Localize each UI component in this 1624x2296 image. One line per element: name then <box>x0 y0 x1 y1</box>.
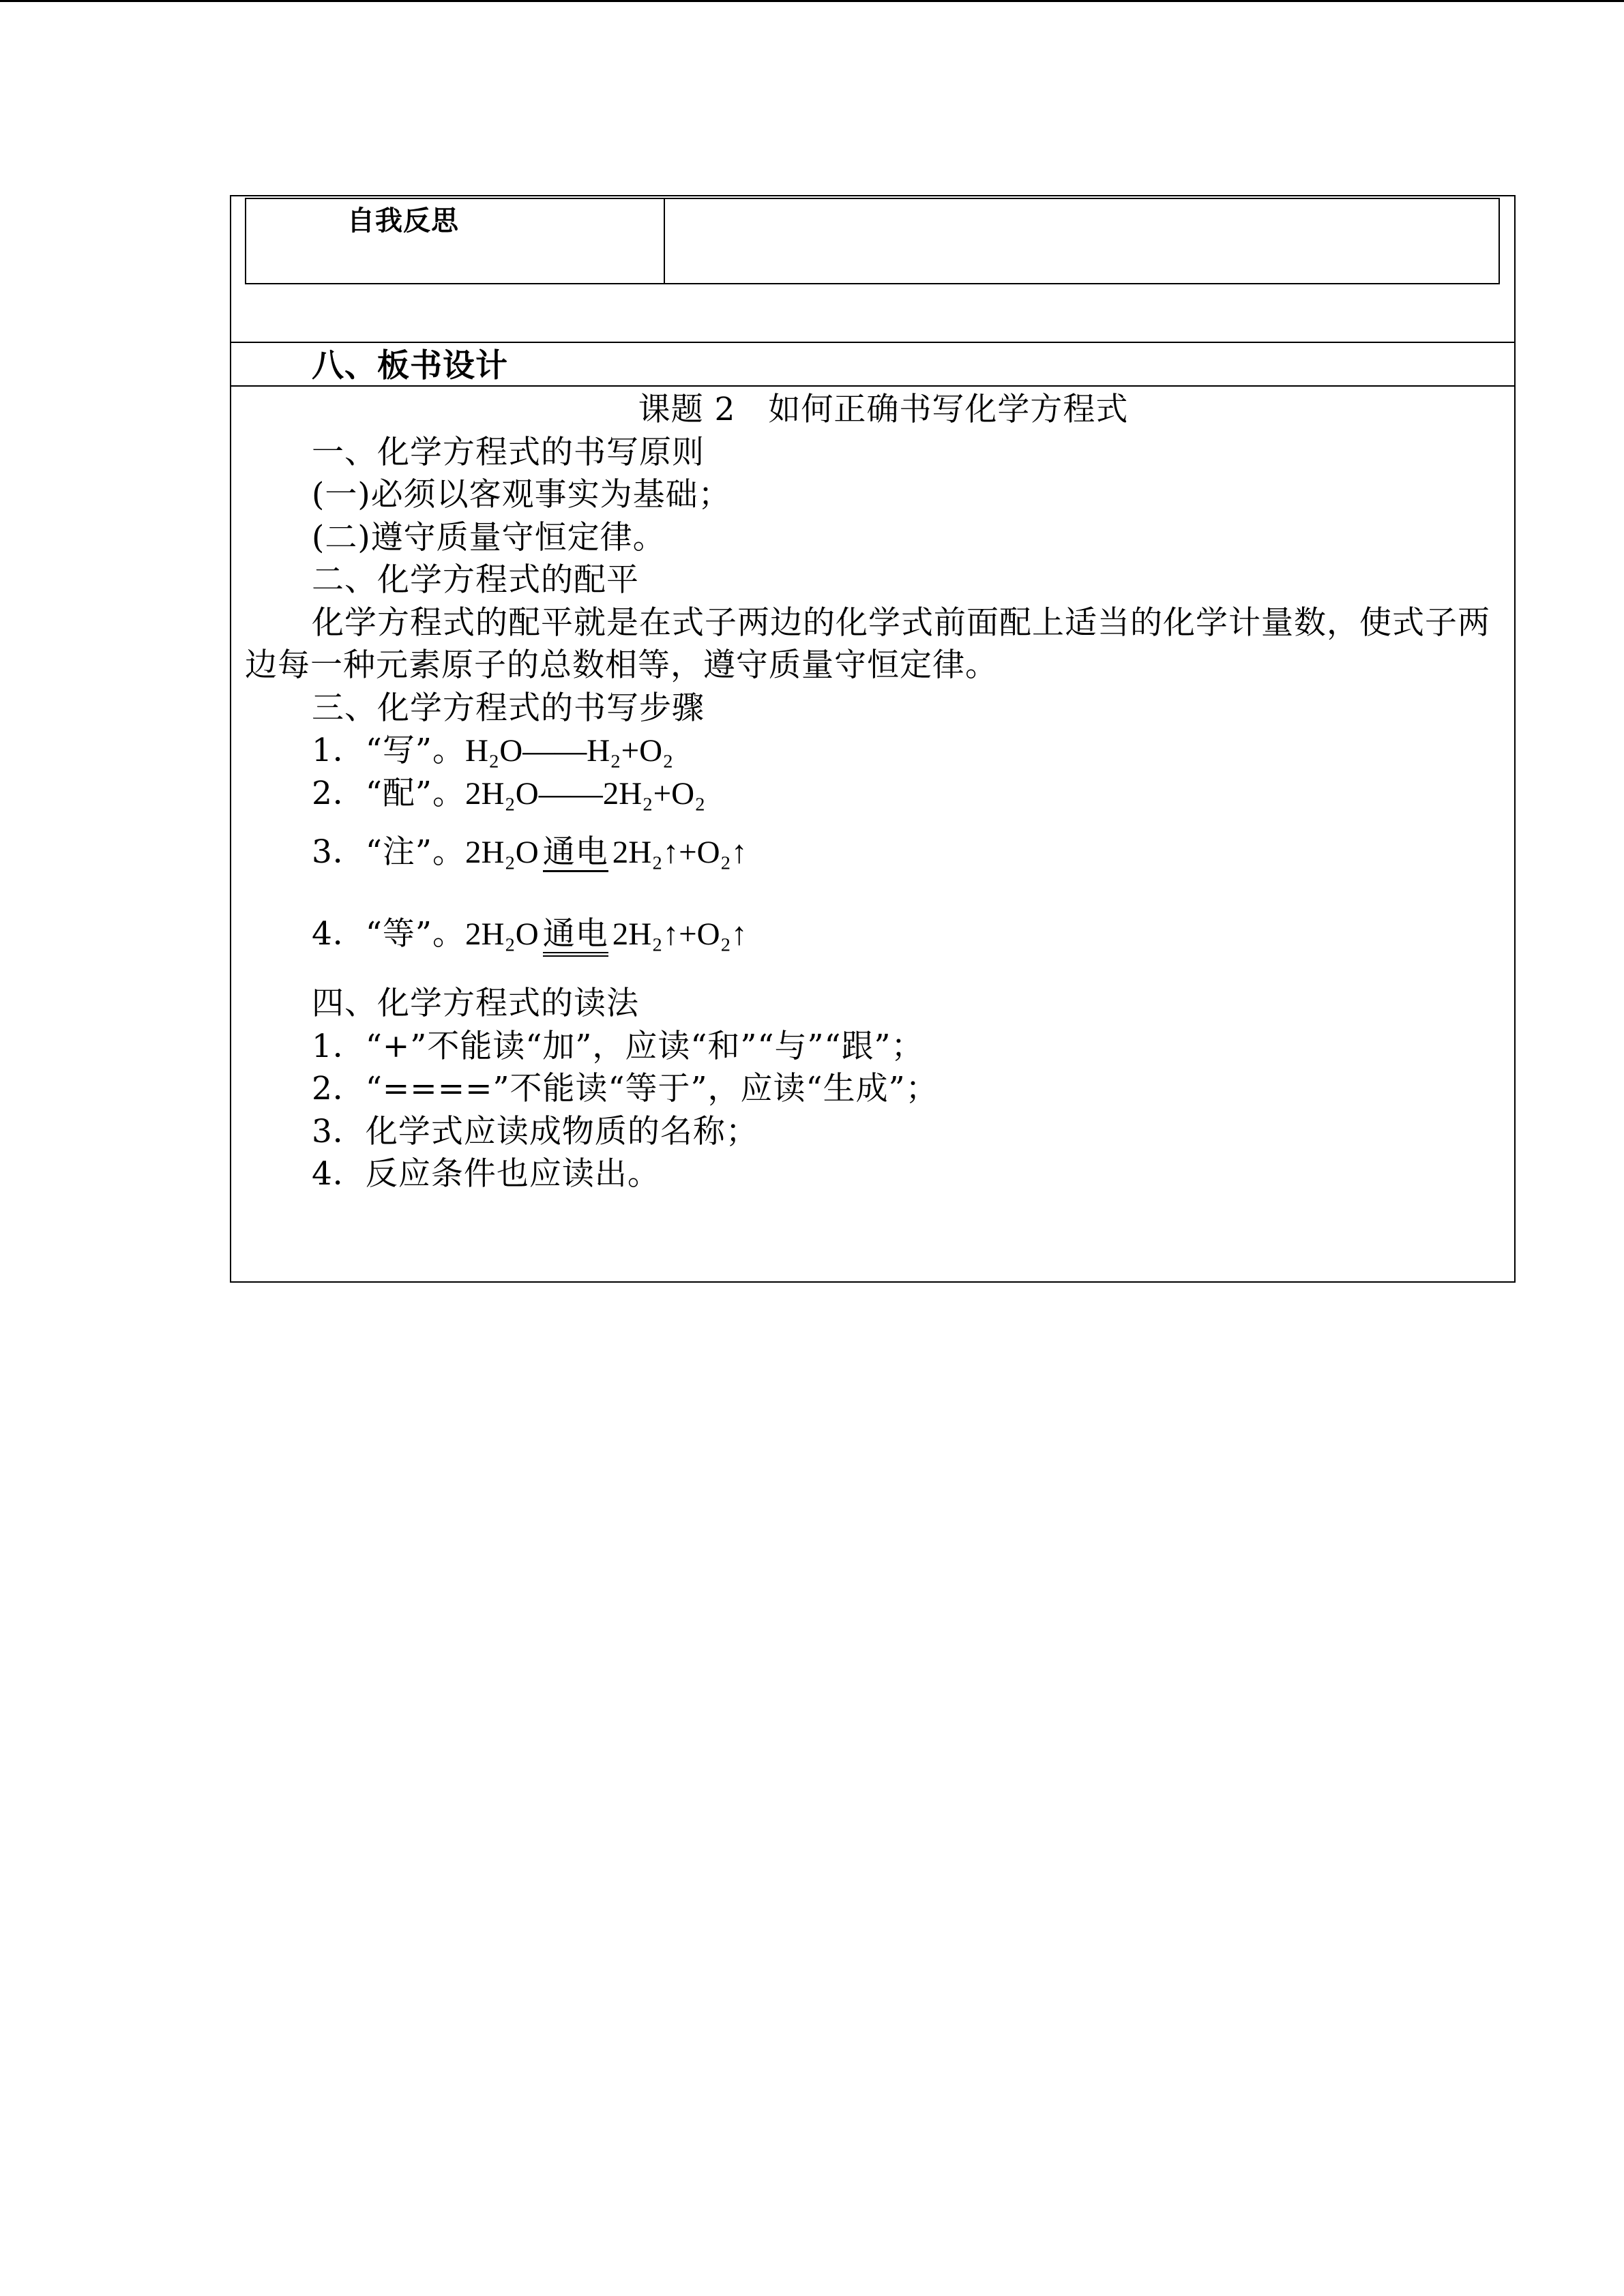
reaction-condition: 通电 <box>543 918 608 957</box>
step-label: 1．“写”。 <box>312 732 465 769</box>
steps-heading: 三、化学方程式的书写步骤 <box>312 689 705 727</box>
board-design-content <box>245 389 1500 1196</box>
reading-item: 4．反应条件也应读出。 <box>312 1155 660 1193</box>
reading-heading: 四、化学方程式的读法 <box>312 985 639 1022</box>
reading-item: 1．“+”不能读“加”，应读“和”“与”“跟”； <box>312 1027 924 1065</box>
step-formula: 2H₂O——2H₂+O₂ <box>464 775 706 811</box>
step-4 <box>245 913 1500 956</box>
step-1 <box>245 730 1500 773</box>
self-reflection-label: 自我反思 <box>347 205 459 237</box>
step-label: 3．“注”。 <box>312 833 465 871</box>
step-3 <box>245 831 1500 874</box>
self-reflection-content-cell <box>665 199 1498 283</box>
reaction-condition: 通电 <box>542 833 608 871</box>
page-top-edge <box>0 0 1624 2</box>
step-formula: H₂O——H₂+O₂ <box>464 733 674 769</box>
step-label: 2．“配”。 <box>312 774 465 812</box>
step-reactants: 2H₂O <box>464 835 539 870</box>
step-products: 2H₂↑+O₂↑ <box>612 916 748 952</box>
step-reactants: 2H₂O <box>464 916 539 952</box>
principle-item: (一)必须以客观事实为基础； <box>312 476 731 513</box>
principles-heading: 一、化学方程式的书写原则 <box>312 433 705 471</box>
principle-item: (二)遵守质量守恒定律。 <box>312 518 666 556</box>
step-label: 4．“等”。 <box>312 914 465 953</box>
balancing-paragraph: 化学方程式的配平就是在式子两边的化学式前面配上适当的化学计量数，使式子两边每一种元素原子的总数相等，遵守质量守恒定律。 <box>245 603 1490 684</box>
step-2 <box>245 773 1500 816</box>
step-products: 2H₂↑+O₂↑ <box>612 835 748 870</box>
reading-item: 2．“====”不能读“等于”，应读“生成”； <box>312 1070 939 1107</box>
table-row-divider <box>230 385 1516 387</box>
board-title: 课题 2 如何正确书写化学方程式 <box>638 391 1129 428</box>
self-reflection-table <box>245 198 1500 284</box>
self-reflection-label-cell <box>246 199 665 283</box>
balancing-heading: 二、化学方程式的配平 <box>312 561 639 599</box>
reading-item: 3．化学式应读成物质的名称； <box>312 1112 758 1150</box>
table-row-divider <box>230 342 1516 343</box>
board-design-heading: 八、板书设计 <box>312 347 508 385</box>
